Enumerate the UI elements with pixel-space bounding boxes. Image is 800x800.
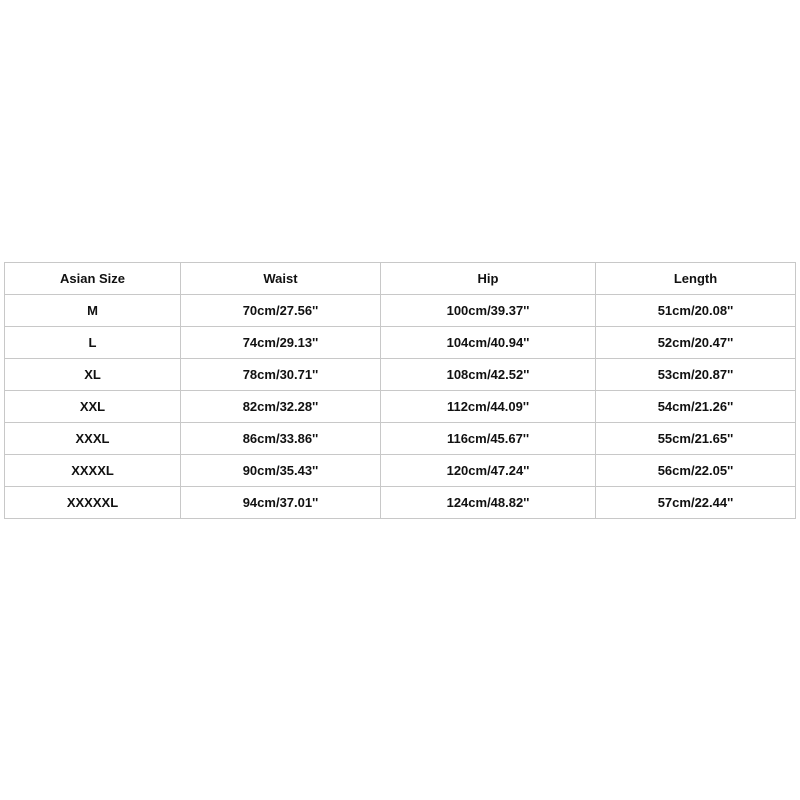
length-cell: 51cm/20.08'' bbox=[596, 295, 796, 327]
size-cell: XL bbox=[5, 359, 181, 391]
size-cell: M bbox=[5, 295, 181, 327]
waist-cell: 94cm/37.01'' bbox=[181, 487, 381, 519]
header-row bbox=[5, 263, 796, 295]
hip-cell: 108cm/42.52'' bbox=[381, 359, 596, 391]
table-row bbox=[5, 455, 796, 487]
header-waist: Waist bbox=[181, 263, 381, 295]
length-cell: 55cm/21.65'' bbox=[596, 423, 796, 455]
hip-cell: 120cm/47.24'' bbox=[381, 455, 596, 487]
hip-cell: 116cm/45.67'' bbox=[381, 423, 596, 455]
header-hip: Hip bbox=[381, 263, 596, 295]
header-length: Length bbox=[596, 263, 796, 295]
table-row bbox=[5, 359, 796, 391]
length-cell: 54cm/21.26'' bbox=[596, 391, 796, 423]
length-cell: 57cm/22.44'' bbox=[596, 487, 796, 519]
size-cell: XXXXXL bbox=[5, 487, 181, 519]
size-cell: XXL bbox=[5, 391, 181, 423]
hip-cell: 100cm/39.37'' bbox=[381, 295, 596, 327]
size-cell: XXXXL bbox=[5, 455, 181, 487]
table-row bbox=[5, 391, 796, 423]
table-row bbox=[5, 423, 796, 455]
waist-cell: 78cm/30.71'' bbox=[181, 359, 381, 391]
hip-cell: 104cm/40.94'' bbox=[381, 327, 596, 359]
waist-cell: 74cm/29.13'' bbox=[181, 327, 381, 359]
waist-cell: 86cm/33.86'' bbox=[181, 423, 381, 455]
size-cell: XXXL bbox=[5, 423, 181, 455]
length-cell: 52cm/20.47'' bbox=[596, 327, 796, 359]
waist-cell: 82cm/32.28'' bbox=[181, 391, 381, 423]
hip-cell: 112cm/44.09'' bbox=[381, 391, 596, 423]
table-row bbox=[5, 295, 796, 327]
header-asian-size: Asian Size bbox=[5, 263, 181, 295]
size-chart-table bbox=[4, 262, 796, 519]
table-row bbox=[5, 327, 796, 359]
size-cell: L bbox=[5, 327, 181, 359]
length-cell: 56cm/22.05'' bbox=[596, 455, 796, 487]
length-cell: 53cm/20.87'' bbox=[596, 359, 796, 391]
waist-cell: 90cm/35.43'' bbox=[181, 455, 381, 487]
table-row bbox=[5, 487, 796, 519]
hip-cell: 124cm/48.82'' bbox=[381, 487, 596, 519]
waist-cell: 70cm/27.56'' bbox=[181, 295, 381, 327]
